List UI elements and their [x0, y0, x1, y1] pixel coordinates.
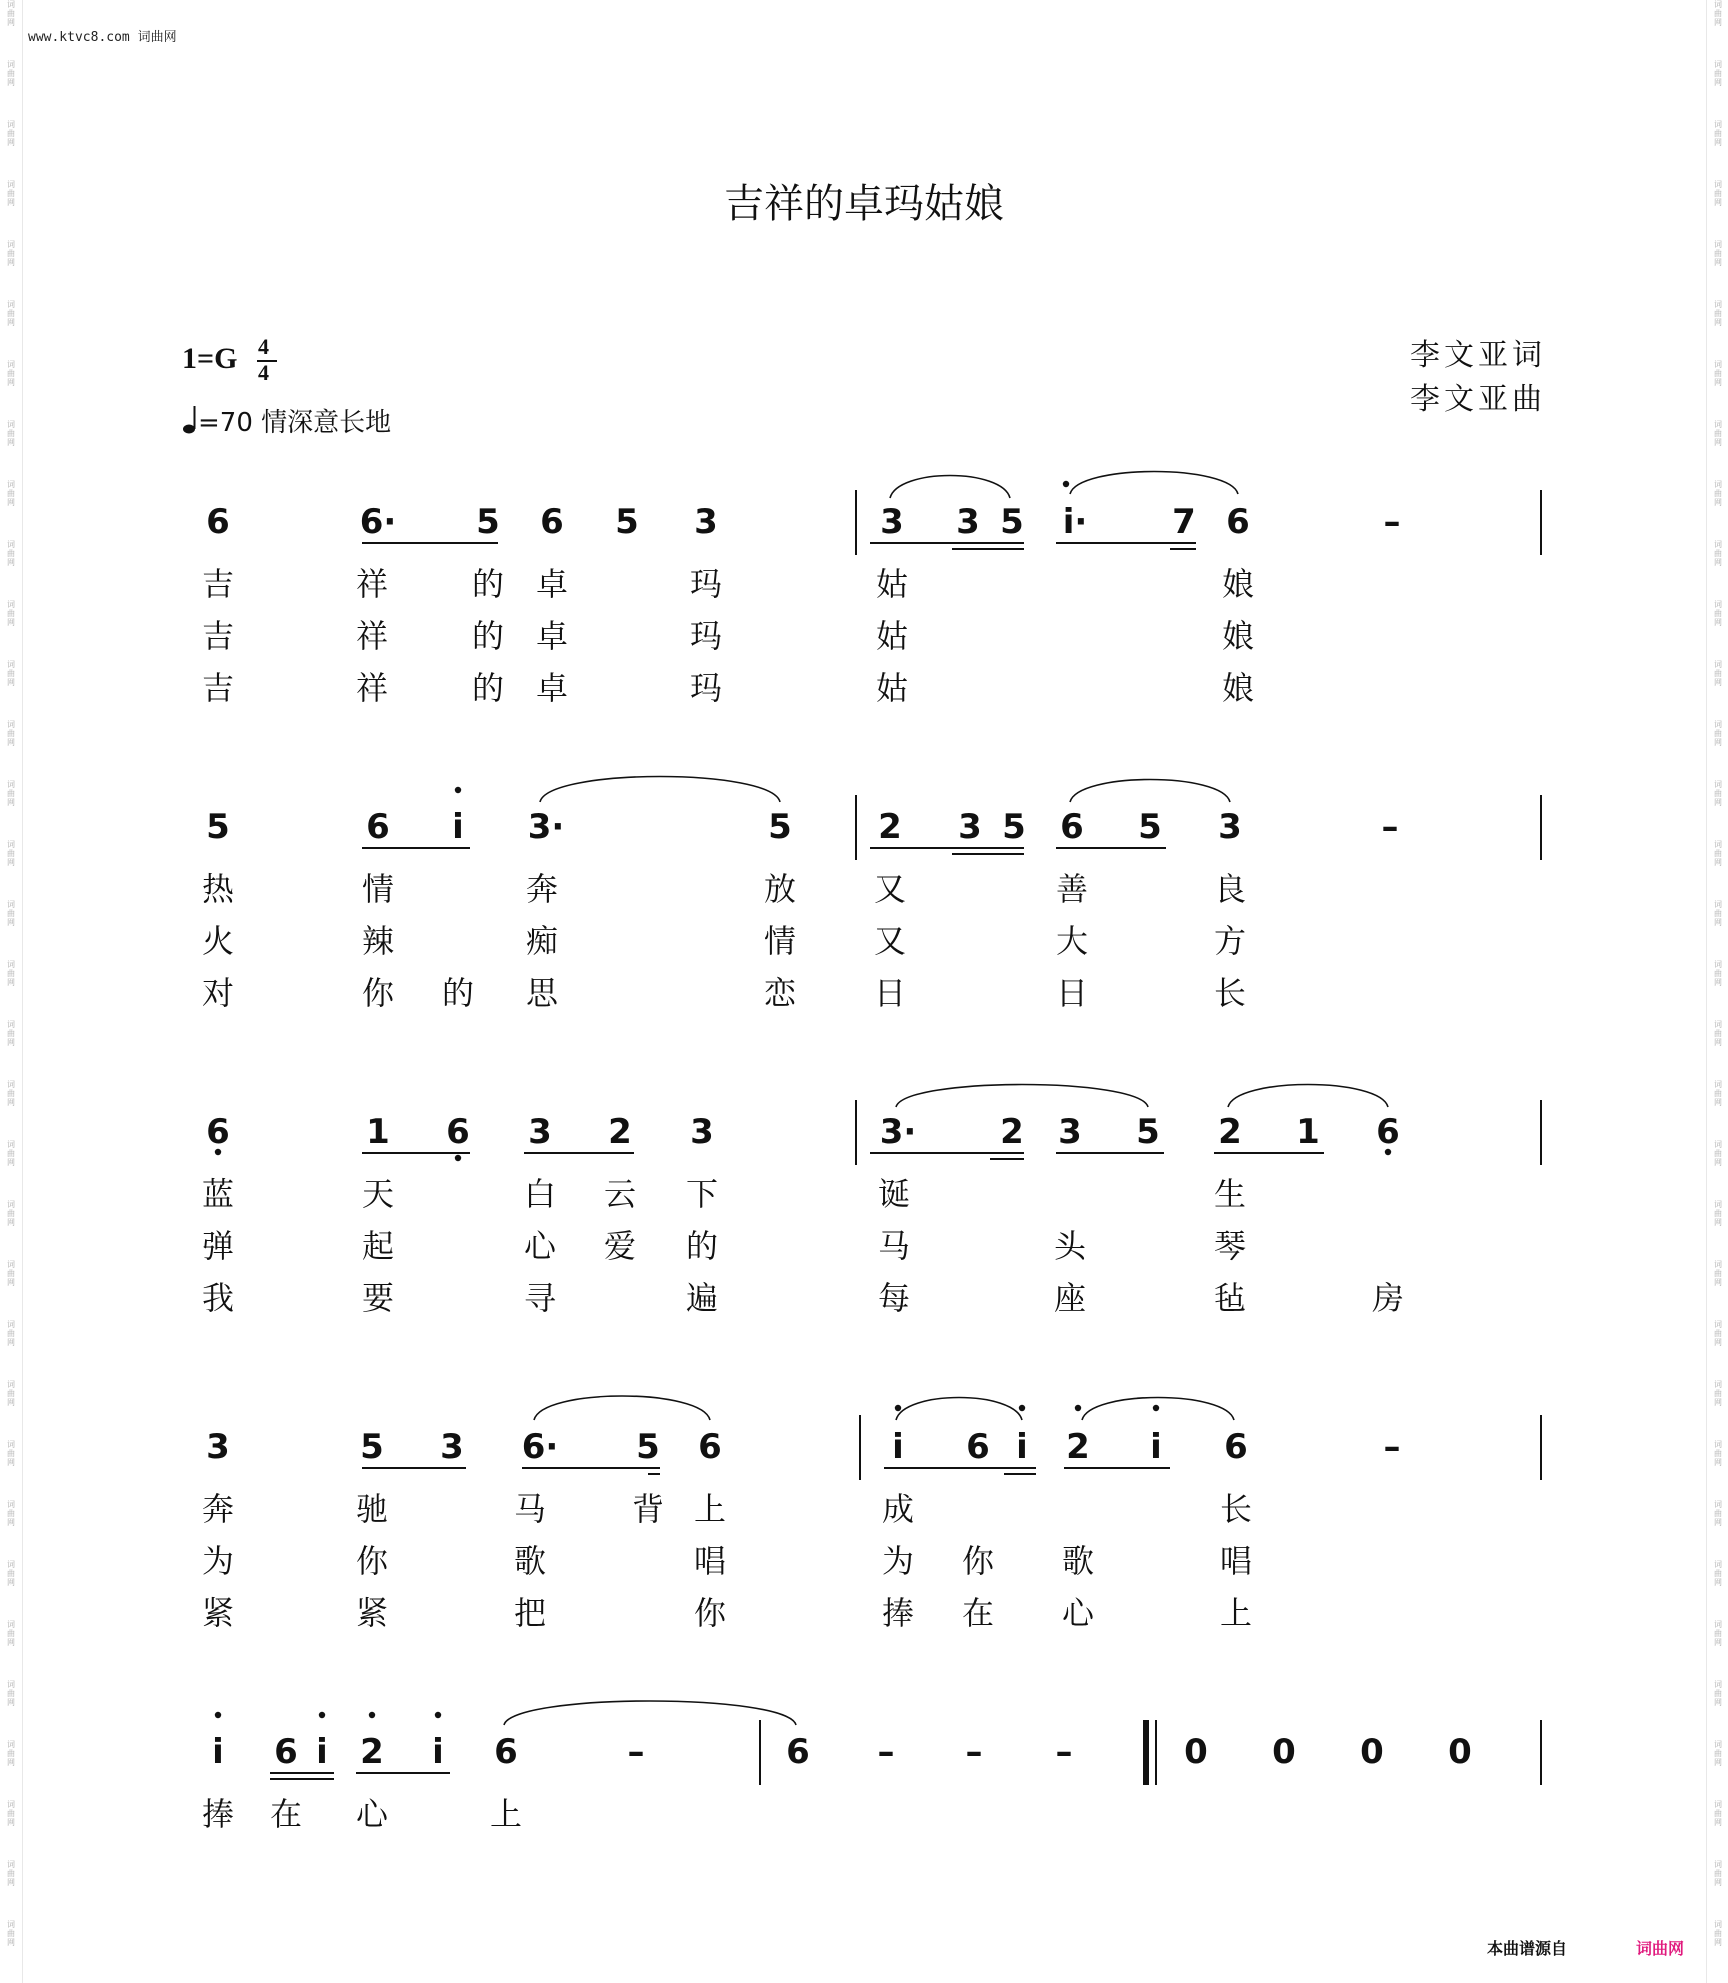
lyric: 弹: [201, 1227, 235, 1265]
lyric: 房: [1371, 1279, 1405, 1317]
lyric: 长: [1213, 974, 1247, 1012]
note: 2: [1218, 1112, 1242, 1152]
note: 5: [1138, 807, 1162, 847]
watermark-glyphs: 词 曲 网: [1714, 120, 1722, 147]
watermark-glyphs: 词 曲 网: [1714, 1500, 1722, 1527]
note: 6: [206, 1112, 230, 1152]
lyric: 上: [693, 1490, 727, 1528]
lyric: 歌: [513, 1542, 547, 1580]
note: 3: [528, 1112, 552, 1152]
lyric: 白: [523, 1175, 557, 1213]
lyric: 在: [961, 1594, 995, 1632]
watermark-glyphs: 词 曲 网: [1714, 1620, 1722, 1647]
watermark-glyphs: 词 曲 网: [1714, 360, 1722, 387]
note: –: [1383, 1427, 1401, 1467]
note: i·: [1062, 502, 1088, 542]
lyric: 遍: [685, 1279, 719, 1317]
lyric: 玛: [689, 669, 723, 707]
lyric: 驰: [355, 1490, 389, 1528]
octave-dot: [1063, 481, 1069, 487]
composer-credit: 李文亚曲: [1410, 382, 1546, 417]
lyric: 娘: [1221, 669, 1255, 707]
lyric: 上: [1219, 1594, 1253, 1632]
lyric: 玛: [689, 617, 723, 655]
note: 5: [636, 1427, 660, 1467]
lyric: 马: [877, 1227, 911, 1265]
lyric: 又: [873, 870, 907, 908]
watermark-glyphs: 词 曲 网: [1714, 0, 1722, 27]
note: i: [892, 1427, 904, 1467]
watermark-glyphs: 词 曲 网: [7, 540, 15, 567]
lyric: 唱: [1219, 1542, 1253, 1580]
watermark-glyphs: 词 曲 网: [7, 1200, 15, 1227]
note: –: [1055, 1732, 1073, 1772]
lyric: 下: [685, 1175, 719, 1213]
note: –: [877, 1732, 895, 1772]
lyric: 的: [471, 617, 505, 655]
watermark-glyphs: 词 曲 网: [7, 1620, 15, 1647]
watermark-glyphs: 词 曲 网: [1714, 1020, 1722, 1047]
note: 3: [880, 502, 904, 542]
lyric: 思: [525, 974, 559, 1012]
watermark-glyphs: 词 曲 网: [1714, 1680, 1722, 1707]
watermark-glyphs: 词 曲 网: [1714, 600, 1722, 627]
lyric: 吉: [201, 669, 235, 707]
slur: [890, 476, 1010, 499]
note: 3: [956, 502, 980, 542]
watermark-glyphs: 词 曲 网: [7, 840, 15, 867]
lyric: 心: [1061, 1594, 1095, 1632]
lyric: 的: [441, 974, 475, 1012]
watermark-glyphs: 词 曲 网: [1714, 840, 1722, 867]
note: 6: [1226, 502, 1250, 542]
watermark-glyphs: 词 曲 网: [7, 360, 15, 387]
note: 3: [1058, 1112, 1082, 1152]
octave-dot: [1075, 1405, 1081, 1411]
lyric: 方: [1213, 922, 1247, 960]
site-url: www.ktvc8.com 词曲网: [28, 30, 177, 45]
lyric: 的: [471, 669, 505, 707]
octave-dot: [455, 787, 461, 793]
lyric: 座: [1053, 1279, 1087, 1317]
lyric: 要: [361, 1279, 395, 1317]
lyric: 卓: [535, 565, 569, 603]
lyric: 卓: [535, 669, 569, 707]
lyric: 我: [201, 1279, 235, 1317]
lyric: 诞: [877, 1175, 911, 1213]
lyric: 祥: [355, 669, 389, 707]
slur: [1228, 1085, 1388, 1108]
lyric: 良: [1213, 870, 1247, 908]
lyric: 为: [201, 1542, 235, 1580]
lyric: 在: [269, 1795, 303, 1833]
lyric: 的: [685, 1227, 719, 1265]
watermark-glyphs: 词 曲 网: [1714, 1740, 1722, 1767]
watermark-glyphs: 词 曲 网: [1714, 1440, 1722, 1467]
lyric: 你: [361, 974, 395, 1012]
note: 6: [366, 807, 390, 847]
octave-dot: [435, 1712, 441, 1718]
note: 6: [494, 1732, 518, 1772]
lyric: 起: [361, 1227, 395, 1265]
watermark-glyphs: 词 曲 网: [7, 1320, 15, 1347]
watermark-glyphs: 词 曲 网: [7, 660, 15, 687]
watermark-glyphs: 词 曲 网: [7, 0, 15, 27]
lyric: 辣: [361, 922, 395, 960]
note: 6: [206, 502, 230, 542]
note: 3·: [879, 1112, 917, 1152]
note: –: [627, 1732, 645, 1772]
lyric: 心: [355, 1795, 389, 1833]
watermark-glyphs: 词 曲 网: [1714, 420, 1722, 447]
octave-dot: [455, 1155, 461, 1161]
watermark-glyphs: 词 曲 网: [7, 120, 15, 147]
watermark-glyphs: 词 曲 网: [1714, 1560, 1722, 1587]
note: –: [965, 1732, 983, 1772]
octave-dot: [895, 1405, 901, 1411]
note: 0: [1272, 1732, 1296, 1772]
lyric: 吉: [201, 565, 235, 603]
note: 6: [786, 1732, 810, 1772]
lyric: 捧: [881, 1594, 915, 1632]
lyric: 天: [361, 1175, 395, 1213]
note: 6: [966, 1427, 990, 1467]
lyric: 紧: [355, 1594, 389, 1632]
lyric: 每: [877, 1279, 911, 1317]
octave-dot: [1019, 1405, 1025, 1411]
lyric: 爱: [603, 1227, 637, 1265]
lyric: 紧: [201, 1594, 235, 1632]
lyric: 唱: [693, 1542, 727, 1580]
note: 5: [1000, 502, 1024, 542]
lyric: 奔: [525, 870, 559, 908]
note: 2: [1066, 1427, 1090, 1467]
watermark-glyphs: 词 曲 网: [7, 1560, 15, 1587]
lyric: 琴: [1213, 1227, 1247, 1265]
lyric: 捧: [201, 1795, 235, 1833]
watermark-glyphs: 词 曲 网: [1714, 1140, 1722, 1167]
note: 3: [958, 807, 982, 847]
watermark-glyphs: 词 曲 网: [1714, 720, 1722, 747]
note: 3: [440, 1427, 464, 1467]
lyric: 卓: [535, 617, 569, 655]
note: 7: [1172, 502, 1196, 542]
note: 5: [360, 1427, 384, 1467]
lyric: 生: [1213, 1175, 1247, 1213]
watermark-glyphs: 词 曲 网: [7, 900, 15, 927]
lyric: 上: [489, 1795, 523, 1833]
note: i: [212, 1732, 224, 1772]
watermark-glyphs: 词 曲 网: [7, 420, 15, 447]
watermark-glyphs: 词 曲 网: [7, 780, 15, 807]
lyric: 为: [881, 1542, 915, 1580]
watermark-glyphs: 词 曲 网: [7, 1800, 15, 1827]
note: 1: [366, 1112, 390, 1152]
note: 6: [698, 1427, 722, 1467]
tempo-marking: =70 情深意长地: [198, 408, 392, 438]
watermark-glyphs: 词 曲 网: [1714, 1380, 1722, 1407]
watermark-glyphs: 词 曲 网: [1714, 1920, 1722, 1947]
watermark-glyphs: 词 曲 网: [7, 1140, 15, 1167]
note: –: [1383, 502, 1401, 542]
note: 2: [360, 1732, 384, 1772]
lyric: 歌: [1061, 1542, 1095, 1580]
lyric: 寻: [523, 1279, 557, 1317]
slur: [1070, 472, 1238, 495]
watermark-glyphs: 词 曲 网: [7, 960, 15, 987]
note: 3: [690, 1112, 714, 1152]
site-logo: 词曲网: [1636, 1939, 1685, 1958]
watermark-glyphs: 词 曲 网: [7, 1500, 15, 1527]
lyric: 热: [201, 870, 235, 908]
note: 6: [446, 1112, 470, 1152]
watermark-glyphs: 词 曲 网: [1714, 1800, 1722, 1827]
key-signature: 1=G: [182, 342, 238, 375]
note: i: [452, 807, 464, 847]
time-signature-top: 4: [258, 334, 269, 359]
lyric: 你: [693, 1594, 727, 1632]
watermark-glyphs: 词 曲 网: [7, 1020, 15, 1047]
watermark-glyphs: 词 曲 网: [1714, 1260, 1722, 1287]
lyric: 头: [1053, 1227, 1087, 1265]
note: 6: [1060, 807, 1084, 847]
note: 2: [878, 807, 902, 847]
slur: [534, 1396, 710, 1420]
lyric: 祥: [355, 565, 389, 603]
note: 0: [1448, 1732, 1472, 1772]
note: 6: [274, 1732, 298, 1772]
note: i: [1016, 1427, 1028, 1467]
watermark-glyphs: 词 曲 网: [7, 1260, 15, 1287]
slur: [540, 777, 780, 803]
note: 5: [615, 502, 639, 542]
note: 3: [1218, 807, 1242, 847]
watermark-glyphs: 词 曲 网: [7, 1740, 15, 1767]
slur: [896, 1398, 1022, 1421]
note: 5: [768, 807, 792, 847]
watermark-glyphs: 词 曲 网: [1714, 900, 1722, 927]
slur: [1070, 780, 1230, 803]
lyric: 火: [201, 922, 235, 960]
lyric: 善: [1055, 870, 1089, 908]
note: 1: [1296, 1112, 1320, 1152]
watermark-glyphs: 词 曲 网: [7, 1080, 15, 1107]
lyric: 你: [355, 1542, 389, 1580]
song-title: 吉祥的卓玛姑娘: [724, 181, 1004, 227]
note: 2: [608, 1112, 632, 1152]
note: i: [432, 1732, 444, 1772]
note: 0: [1360, 1732, 1384, 1772]
note: 6: [1376, 1112, 1400, 1152]
watermark-glyphs: 词 曲 网: [7, 300, 15, 327]
slur: [504, 1701, 796, 1725]
lyric: 姑: [875, 617, 909, 655]
lyric: 奔: [201, 1490, 235, 1528]
watermark-glyphs: 词 曲 网: [7, 1440, 15, 1467]
note: 6: [540, 502, 564, 542]
lyricist-credit: 李文亚词: [1410, 338, 1546, 373]
lyric: 大: [1055, 922, 1089, 960]
lyric: 背: [631, 1490, 665, 1528]
lyric: 祥: [355, 617, 389, 655]
watermark-glyphs: 词 曲 网: [7, 600, 15, 627]
watermark-glyphs: 词 曲 网: [1714, 540, 1722, 567]
lyric: 痴: [525, 922, 559, 960]
watermark-glyphs: 词 曲 网: [1714, 960, 1722, 987]
watermark-glyphs: 词 曲 网: [7, 720, 15, 747]
lyric: 情: [361, 870, 395, 908]
watermark-glyphs: 词 曲 网: [1714, 480, 1722, 507]
watermark-glyphs: 词 曲 网: [7, 240, 15, 267]
watermark-glyphs: 词 曲 网: [7, 480, 15, 507]
lyric: 又: [873, 922, 907, 960]
watermark-glyphs: 词 曲 网: [7, 1680, 15, 1707]
lyric: 日: [873, 974, 907, 1012]
note: 5: [1136, 1112, 1160, 1152]
lyric: 成: [881, 1490, 915, 1528]
source-label: 本曲谱源自: [1487, 1939, 1568, 1958]
watermark-glyphs: 词 曲 网: [1714, 180, 1722, 207]
lyric: 云: [603, 1175, 637, 1213]
note: 5: [206, 807, 230, 847]
watermark-glyphs: 词 曲 网: [7, 1860, 15, 1887]
lyric: 日: [1055, 974, 1089, 1012]
note: 5: [1002, 807, 1026, 847]
watermark-glyphs: 词 曲 网: [1714, 660, 1722, 687]
watermark-glyphs: 词 曲 网: [1714, 60, 1722, 87]
octave-dot: [319, 1712, 325, 1718]
lyric: 姑: [875, 565, 909, 603]
octave-dot: [1153, 1405, 1159, 1411]
lyric: 姑: [875, 669, 909, 707]
note: i: [316, 1732, 328, 1772]
note: i: [1150, 1427, 1162, 1467]
watermark-glyphs: 词 曲 网: [7, 1380, 15, 1407]
octave-dot: [215, 1712, 221, 1718]
note: 6·: [359, 502, 397, 542]
note: 0: [1184, 1732, 1208, 1772]
lyric: 心: [523, 1227, 557, 1265]
watermark-glyphs: 词 曲 网: [7, 60, 15, 87]
watermark-glyphs: 词 曲 网: [1714, 300, 1722, 327]
watermark-glyphs: 词 曲 网: [1714, 1080, 1722, 1107]
note: –: [1381, 807, 1399, 847]
lyric: 放: [763, 870, 797, 908]
lyric: 长: [1219, 1490, 1253, 1528]
watermark-glyphs: 词 曲 网: [1714, 240, 1722, 267]
lyric: 恋: [763, 974, 797, 1012]
note: 3: [206, 1427, 230, 1467]
watermark-glyphs: 词 曲 网: [1714, 780, 1722, 807]
watermark-glyphs: 词 曲 网: [1714, 1200, 1722, 1227]
lyric: 娘: [1221, 617, 1255, 655]
lyric: 娘: [1221, 565, 1255, 603]
lyric: 马: [513, 1490, 547, 1528]
note: 3·: [527, 807, 565, 847]
watermark-glyphs: 词 曲 网: [1714, 1860, 1722, 1887]
lyric: 对: [201, 974, 235, 1012]
watermark-glyphs: 词 曲 网: [7, 1920, 15, 1947]
time-signature-bottom: 4: [258, 360, 269, 385]
lyric: 毡: [1213, 1279, 1247, 1317]
lyric: 情: [763, 922, 797, 960]
note: 5: [476, 502, 500, 542]
lyric: 玛: [689, 565, 723, 603]
watermark-glyphs: 词 曲 网: [1714, 1320, 1722, 1347]
note: 2: [1000, 1112, 1024, 1152]
octave-dot: [369, 1712, 375, 1718]
lyric: 你: [961, 1542, 995, 1580]
lyric: 把: [513, 1594, 547, 1632]
slur: [896, 1085, 1148, 1108]
note: 3: [694, 502, 718, 542]
lyric: 吉: [201, 617, 235, 655]
lyric: 的: [471, 565, 505, 603]
watermark-glyphs: 词 曲 网: [7, 180, 15, 207]
note: 6: [1224, 1427, 1248, 1467]
lyric: 蓝: [201, 1175, 235, 1213]
note: 6·: [521, 1427, 559, 1467]
